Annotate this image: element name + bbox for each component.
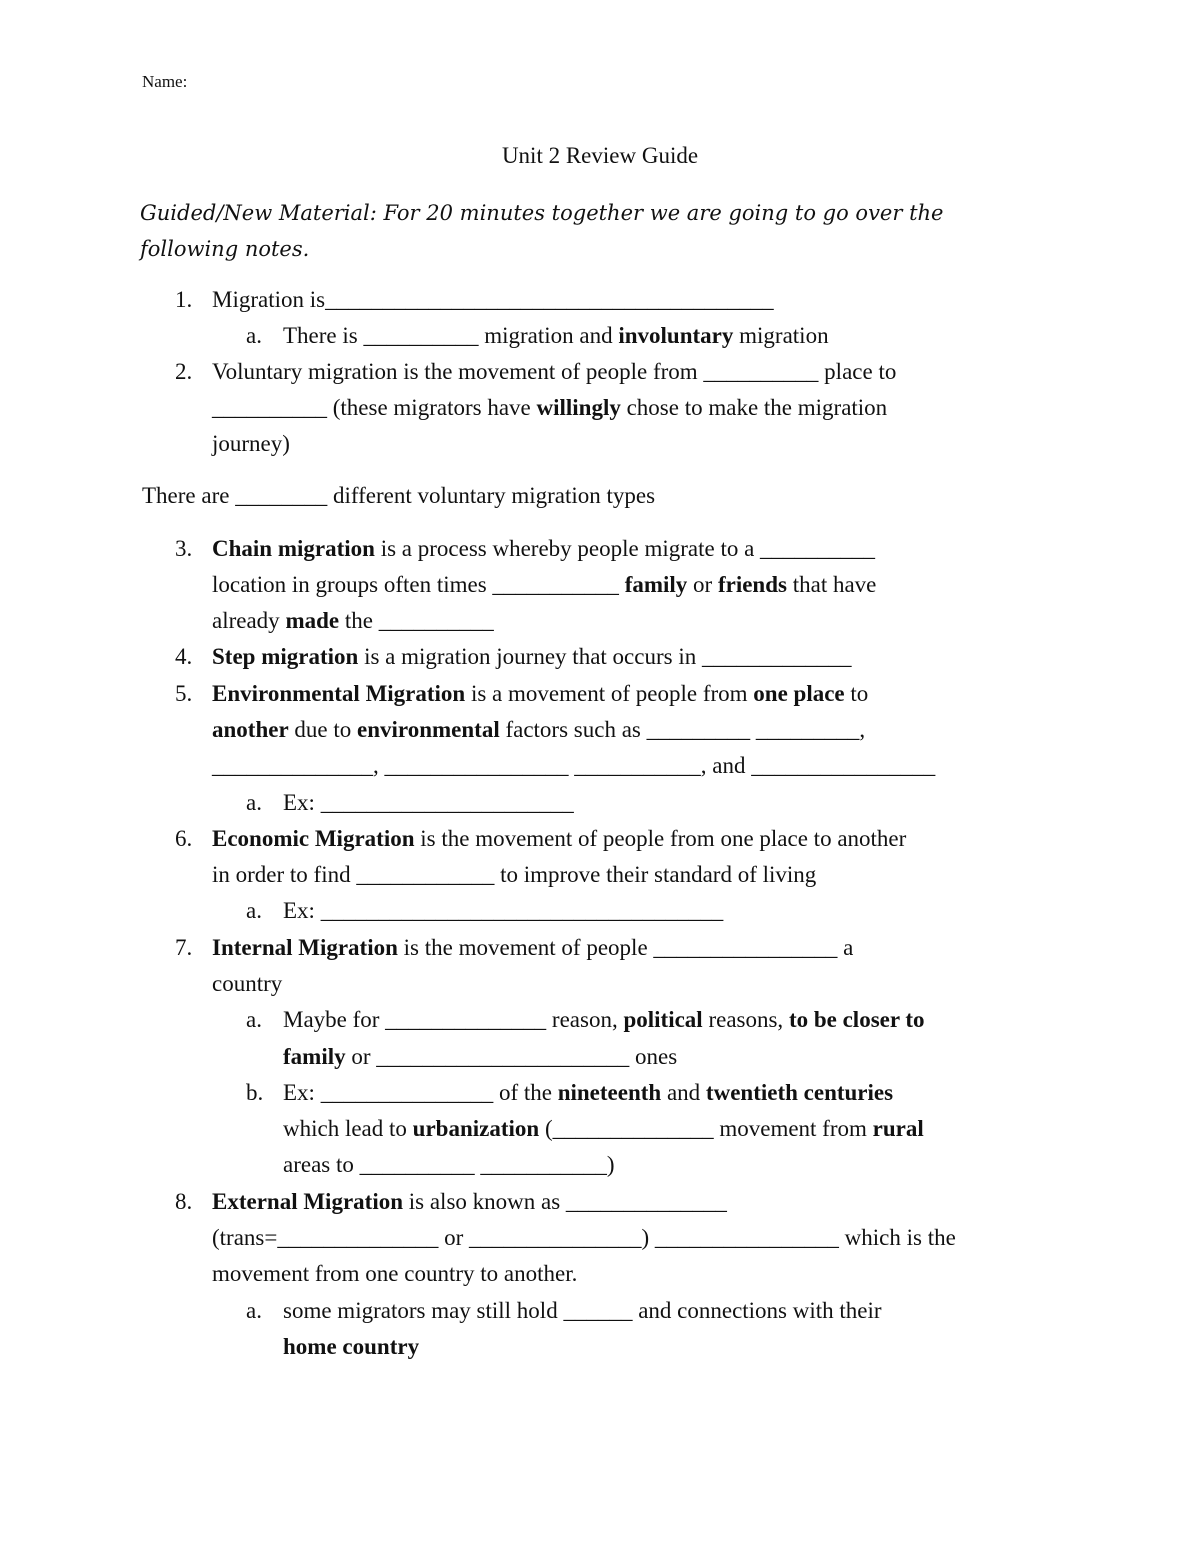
text-run: (______________ movement from	[539, 1116, 873, 1141]
bold-term: Internal Migration	[212, 935, 398, 960]
bold-term: friends	[717, 572, 787, 597]
item-3-line-3	[212, 603, 494, 639]
item-7b-line-3: areas to __________ ___________)	[283, 1152, 615, 1177]
subitem-letter: a.	[246, 1007, 262, 1032]
bold-term: to be closer to	[788, 1007, 925, 1032]
text-run: Maybe for ______________ reason,	[283, 1007, 624, 1032]
text-run: is a migration journey that occurs in _____________	[358, 644, 852, 669]
item-3-line-1	[212, 531, 875, 567]
text-run: location in groups often times ___________	[212, 572, 625, 597]
text-run: that have	[786, 572, 877, 597]
text-run: There is __________ migration and	[283, 323, 619, 348]
text-run: already	[212, 608, 286, 633]
text-run: Ex: _______________ of the	[283, 1080, 558, 1105]
page-title: Unit 2 Review Guide	[501, 143, 699, 168]
item-number: 5.	[175, 681, 193, 706]
migration-types-line: There are ________ different voluntary migration types	[142, 483, 656, 508]
bold-term: family	[624, 572, 688, 597]
item-5-line-3: ______________, ________________ ___________, and ________________	[212, 753, 936, 778]
bold-term: made	[285, 608, 340, 633]
item-1-text: Migration is_______________________________________	[212, 287, 774, 312]
text-run: factors such as _________ _________,	[499, 717, 866, 742]
intro-text	[140, 195, 1040, 267]
item-2-line-1: Voluntary migration is the movement of people from __________ place to	[212, 359, 897, 384]
item-8-line-3: movement from one country to another.	[212, 1261, 578, 1286]
bold-term: rural	[872, 1116, 924, 1141]
item-2-line-3: journey)	[212, 431, 290, 456]
item-7b-line-2	[283, 1111, 924, 1147]
text-run: the __________	[339, 608, 494, 633]
text-run: is the movement of people from one place to another	[414, 826, 907, 851]
item-8a-line-2	[283, 1329, 419, 1365]
item-8a-line-1: some migrators may still hold ______ and connections with their	[283, 1298, 882, 1323]
item-5a-text: Ex: ______________________	[283, 790, 574, 815]
item-6-line-1	[212, 821, 906, 857]
item-8-line-1	[212, 1184, 727, 1220]
item-number: 2.	[175, 359, 193, 384]
item-number: 3.	[175, 536, 193, 561]
item-number: 8.	[175, 1189, 193, 1214]
bold-term: one place	[753, 681, 845, 706]
text-run: __________ (these migrators have	[212, 395, 537, 420]
text-run: is also known as ______________	[403, 1189, 727, 1214]
bold-term: another	[212, 717, 289, 742]
text-run: and	[661, 1080, 706, 1105]
item-number: 1.	[175, 287, 193, 312]
item-1a-text	[283, 318, 829, 354]
bold-term: Environmental Migration	[212, 681, 466, 706]
item-number: 4.	[175, 644, 193, 669]
item-7b-line-1	[283, 1075, 893, 1111]
item-4-text	[212, 639, 851, 675]
name-label: Name:	[142, 72, 188, 91]
item-number: 6.	[175, 826, 193, 851]
subitem-letter: a.	[246, 323, 262, 348]
bold-term: Chain migration	[212, 536, 375, 561]
item-6-line-2: in order to find ____________ to improve their standard of living	[212, 862, 817, 887]
item-8-line-2: (trans=______________ or _______________) ________________ which is the	[212, 1225, 956, 1250]
text-run: which lead to	[283, 1116, 413, 1141]
text-run: to	[844, 681, 869, 706]
bold-term: urbanization	[412, 1116, 540, 1141]
item-7a-line-1	[283, 1002, 925, 1038]
item-6a-text: Ex: ___________________________________	[283, 898, 724, 923]
text-run: or ______________________ ones	[345, 1044, 678, 1069]
bold-term: willingly	[536, 395, 621, 420]
item-number: 7.	[175, 935, 193, 960]
text-run: is a movement of people from	[465, 681, 754, 706]
bold-term: environmental	[357, 717, 500, 742]
item-5-line-1	[212, 676, 868, 712]
item-7-line-1	[212, 930, 853, 966]
bold-term: External Migration	[212, 1189, 403, 1214]
text-run: is a process whereby people migrate to a __________	[374, 536, 876, 561]
text-run: due to	[288, 717, 358, 742]
text-run: migration	[733, 323, 829, 348]
bold-term: political	[623, 1007, 703, 1032]
subitem-letter: a.	[246, 898, 262, 923]
subitem-letter: b.	[246, 1080, 264, 1105]
item-2-line-2	[212, 390, 887, 426]
subitem-letter: a.	[246, 790, 262, 815]
item-7a-line-2	[283, 1039, 677, 1075]
bold-term: nineteenth	[557, 1080, 662, 1105]
bold-term: family	[283, 1044, 346, 1069]
text-run: or	[687, 572, 718, 597]
item-3-line-2	[212, 567, 876, 603]
intro-line-1: Guided/New Material: For 20 minutes together we are going to go over the	[140, 201, 944, 225]
item-7-line-2: country	[212, 971, 283, 996]
text-run: chose to make the migration	[620, 395, 888, 420]
item-5-line-2	[212, 712, 865, 748]
bold-term: Economic Migration	[212, 826, 415, 851]
bold-term: home country	[283, 1334, 420, 1359]
text-run: is the movement of people ________________ a	[397, 935, 854, 960]
bold-term: involuntary	[618, 323, 734, 348]
text-run: reasons,	[702, 1007, 789, 1032]
bold-term: twentieth centuries	[705, 1080, 894, 1105]
subitem-letter: a.	[246, 1298, 262, 1323]
intro-line-2: following notes.	[140, 237, 310, 261]
bold-term: Step migration	[212, 644, 359, 669]
